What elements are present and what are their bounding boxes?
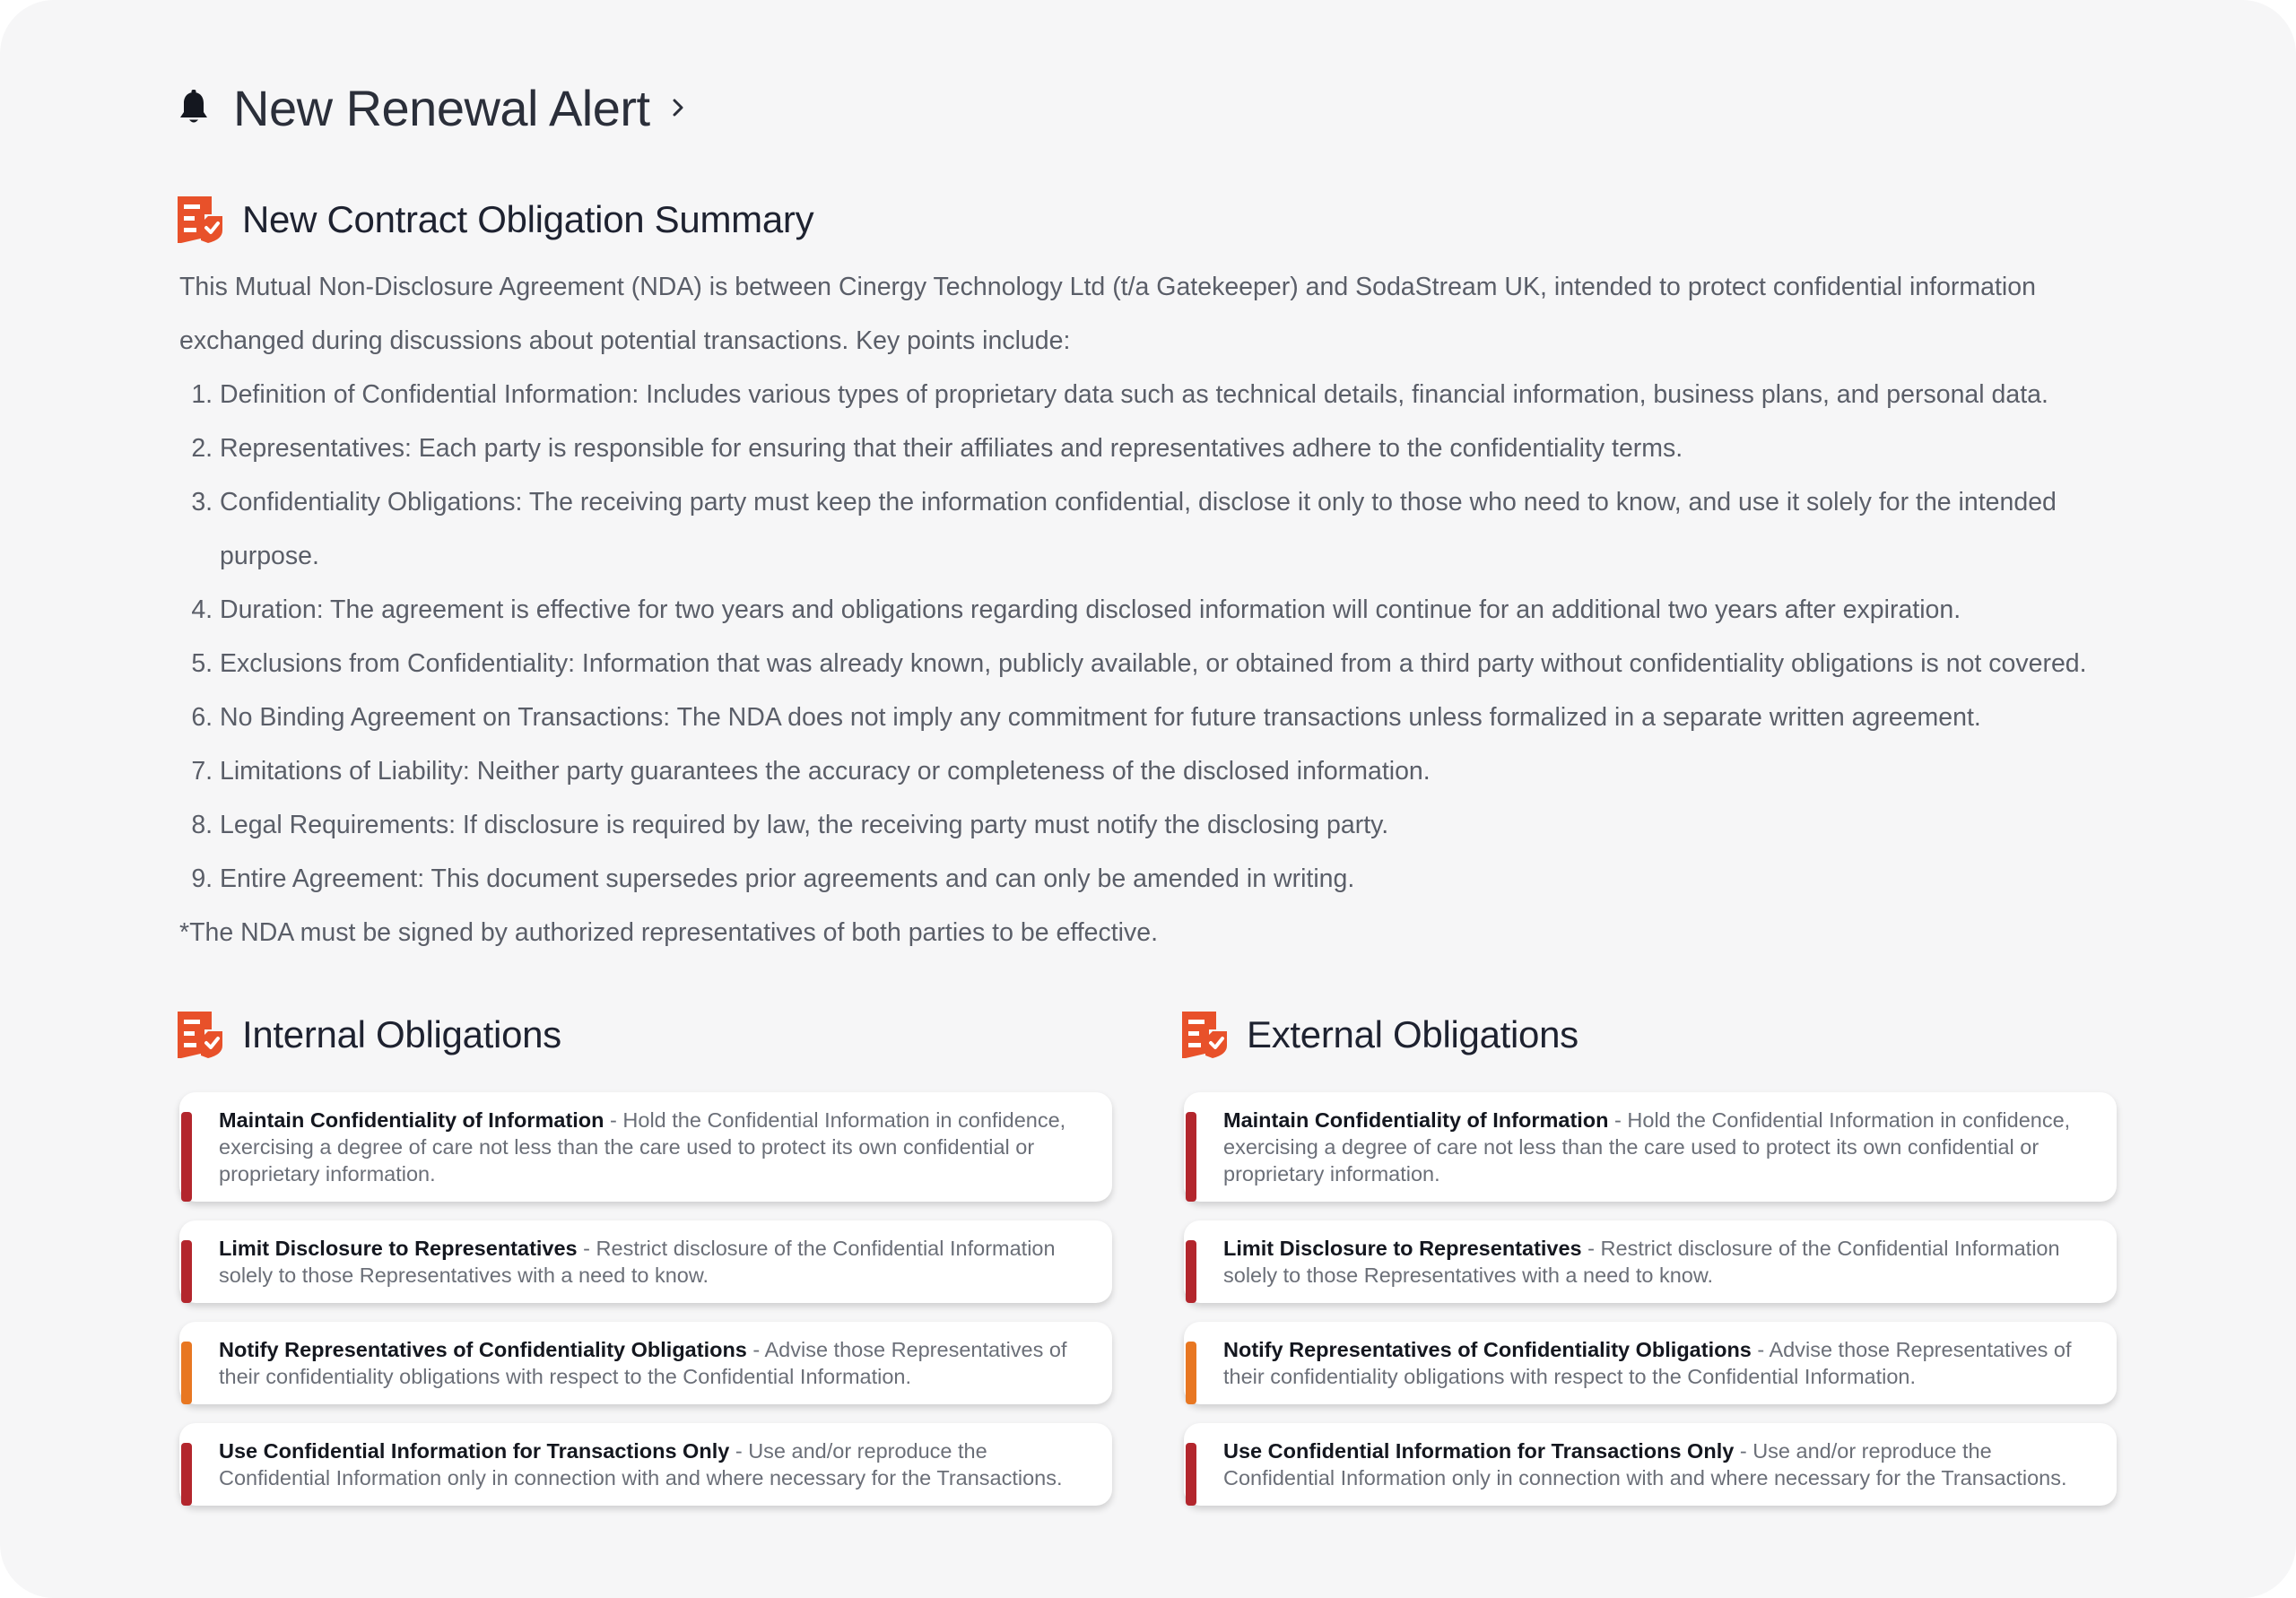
obligation-separator: - (746, 1338, 765, 1361)
summary-point: 1. Definition of Confidential Information: Includes various types of proprietary data such as technical details, financial information, business plans, and personal data. (220, 368, 2135, 421)
internal-title: Internal Obligations (242, 1013, 561, 1055)
internal-header (178, 1010, 561, 1060)
summary-point: 8. Legal Requirements: If disclosure is required by law, the receiving party must notify the disclosing party. (220, 798, 2135, 852)
priority-bar (181, 1240, 192, 1303)
priority-bar (1186, 1240, 1196, 1303)
summary-point: 4. Duration: The agreement is effective for two years and obligations regarding disclosed information will continue for an additional two years after expiration. (220, 583, 2135, 637)
obligation-card[interactable] (1184, 1220, 2117, 1303)
obligation-card[interactable] (179, 1322, 1112, 1404)
summary-points (179, 368, 2135, 906)
obligation-title: Maintain Confidentiality of Information (219, 1108, 604, 1132)
obligation-desc: Restrict disclosure of the Confidential Information solely to those Representatives with a need to know. (1223, 1237, 2060, 1287)
priority-bar (181, 1112, 192, 1202)
obligation-title: Use Confidential Information for Transactions Only (219, 1439, 730, 1463)
contract-obligation-icon (178, 196, 224, 243)
obligation-card[interactable] (179, 1423, 1112, 1506)
obligation-title: Notify Representatives of Confidentiality Obligations (219, 1338, 747, 1361)
obligation-card[interactable] (1184, 1092, 2117, 1202)
obligation-title: Use Confidential Information for Transactions Only (1223, 1439, 1735, 1463)
summary-point: 7. Limitations of Liability: Neither party guarantees the accuracy or completeness of the disclosed information. (220, 744, 2135, 798)
obligation-desc: Hold the Confidential Information in confidence, exercising a degree of care not less than the care used to protect its own confidential or proprietary information. (219, 1108, 1066, 1185)
obligation-card[interactable] (179, 1220, 1112, 1303)
obligation-title: Notify Representatives of Confidentiality Obligations (1223, 1338, 1752, 1361)
external-title: External Obligations (1247, 1013, 1578, 1055)
external-obligations-list (1184, 1092, 2117, 1524)
obligation-separator: - (1608, 1108, 1628, 1132)
external-header (1182, 1010, 1578, 1060)
obligation-card[interactable] (1184, 1423, 2117, 1506)
obligation-desc: Advise those Representatives of their confidentiality obligations with respect to the Confidential Information. (219, 1338, 1067, 1388)
obligation-separator: - (1751, 1338, 1770, 1361)
obligation-separator: - (577, 1237, 596, 1260)
obligation-desc: Use and/or reproduce the Confidential Information only in connection with and where necessary for the Transactions. (1223, 1439, 2067, 1489)
alert-header[interactable] (178, 74, 688, 142)
priority-bar (1186, 1443, 1196, 1506)
obligation-desc: Restrict disclosure of the Confidential Information solely to those Representatives with a need to know. (219, 1237, 1056, 1287)
priority-bar (181, 1342, 192, 1404)
priority-bar (181, 1443, 192, 1506)
bell-icon (178, 90, 210, 126)
summary-point: 6. No Binding Agreement on Transactions: The NDA does not imply any commitment for future transactions unless formalized in a separate written agreement. (220, 690, 2135, 744)
obligation-desc: Use and/or reproduce the Confidential Information only in connection with and where necessary for the Transactions. (219, 1439, 1063, 1489)
summary-note: *The NDA must be signed by authorized representatives of both parties to be effective. (179, 918, 1159, 947)
priority-bar (1186, 1112, 1196, 1202)
contract-obligation-icon (1182, 1012, 1229, 1058)
summary-point: 2. Representatives: Each party is responsible for ensuring that their affiliates and representatives adhere to the confidentiality terms. (220, 421, 2135, 475)
summary-header (178, 195, 813, 245)
obligation-desc: Advise those Representatives of their confidentiality obligations with respect to the Confidential Information. (1223, 1338, 2072, 1388)
alert-title: New Renewal Alert (233, 79, 650, 136)
summary-point: 5. Exclusions from Confidentiality: Information that was already known, publicly available, or obtained from a third party without confidentiality obligations is not covered. (220, 637, 2135, 690)
obligation-separator: - (604, 1108, 623, 1132)
obligation-title: Limit Disclosure to Representatives (1223, 1237, 1582, 1260)
summary-point: 3. Confidentiality Obligations: The receiving party must keep the information confidential, disclose it only to those who need to know, and use it solely for the intended purpose. (220, 475, 2135, 583)
priority-bar (1186, 1342, 1196, 1404)
internal-obligations-list (179, 1092, 1112, 1524)
summary-intro: This Mutual Non-Disclosure Agreement (NDA) is between Cinergy Technology Ltd (t/a Gatekeeper) and SodaStream UK, intended to protect confidential information exchanged during discussions about potential transactions. Key points include: (179, 273, 2036, 355)
obligation-title: Limit Disclosure to Representatives (219, 1237, 578, 1260)
summary-body (179, 260, 2135, 960)
summary-title: New Contract Obligation Summary (242, 198, 814, 240)
contract-obligation-icon (178, 1012, 224, 1058)
chevron-right-icon[interactable] (668, 95, 688, 120)
summary-point: 9. Entire Agreement: This document supersedes prior agreements and can only be amended in writing. (220, 852, 2135, 906)
obligation-card[interactable] (1184, 1322, 2117, 1404)
obligation-desc: Hold the Confidential Information in confidence, exercising a degree of care not less than the care used to protect its own confidential or proprietary information. (1223, 1108, 2071, 1185)
obligation-title: Maintain Confidentiality of Information (1223, 1108, 1609, 1132)
obligation-separator: - (1581, 1237, 1601, 1260)
obligation-card[interactable] (179, 1092, 1112, 1202)
obligation-separator: - (729, 1439, 749, 1463)
obligation-separator: - (1734, 1439, 1753, 1463)
